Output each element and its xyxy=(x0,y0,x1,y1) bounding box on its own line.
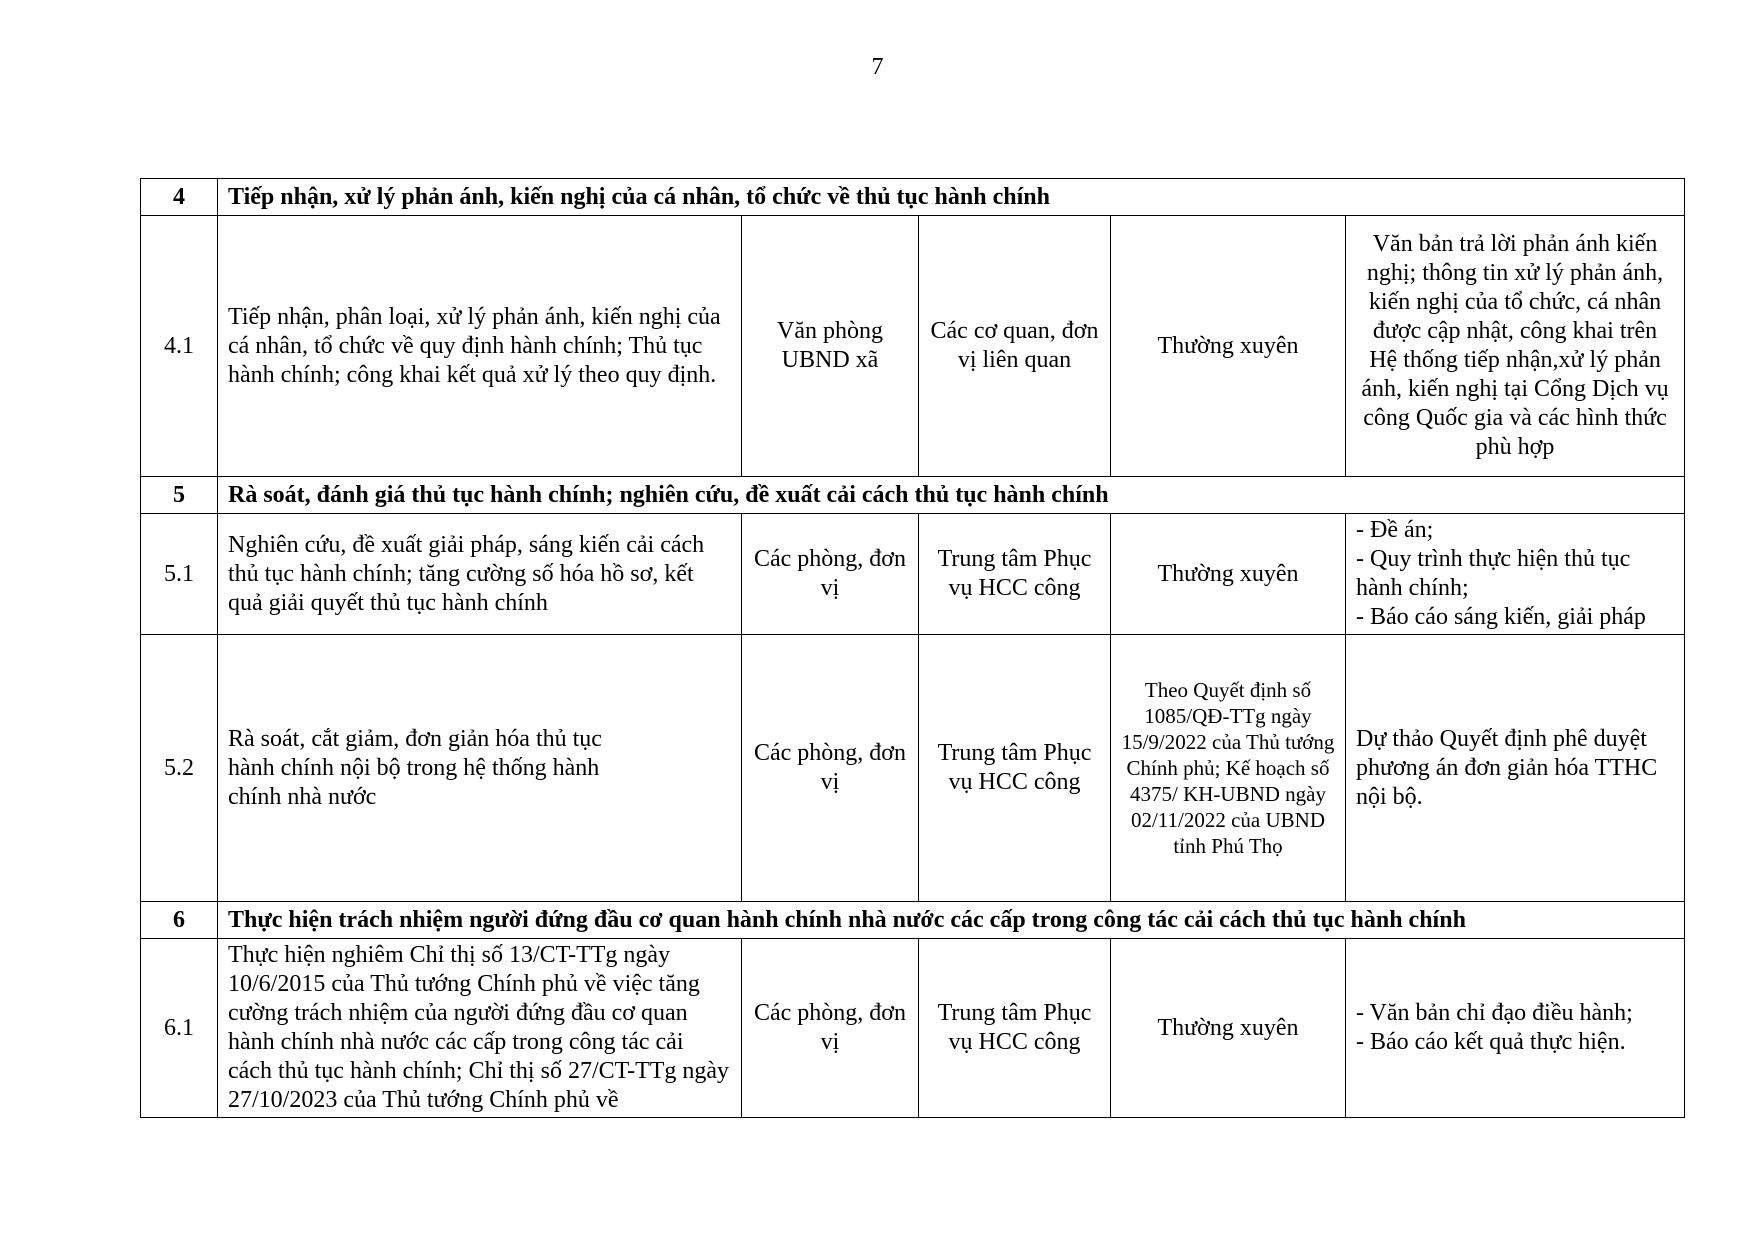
lead-unit-cell: Các phòng, đơn vị xyxy=(742,635,919,902)
product-line: - Văn bản chỉ đạo điều hành; xyxy=(1356,1000,1633,1026)
table-row xyxy=(141,939,1685,1118)
row-number: 5.2 xyxy=(141,635,218,902)
table-row xyxy=(141,216,1685,477)
table-row xyxy=(141,514,1685,635)
timeline-cell: Thường xuyên xyxy=(1111,514,1346,635)
table-row xyxy=(141,635,1685,902)
lead-unit-cell: Các phòng, đơn vị xyxy=(742,939,919,1118)
section-title: Rà soát, đánh giá thủ tục hành chính; nghiên cứu, đề xuất cải cách thủ tục hành chính xyxy=(218,477,1685,514)
task-cell xyxy=(218,635,742,902)
coordinating-unit-cell: Trung tâm Phục vụ HCC công xyxy=(919,939,1111,1118)
coordinating-unit-cell: Trung tâm Phục vụ HCC công xyxy=(919,514,1111,635)
section-number: 4 xyxy=(141,179,218,216)
plan-table xyxy=(140,178,1685,1118)
row-number: 6.1 xyxy=(141,939,218,1118)
product-line: - Quy trình thực hiện thủ tục hành chính; xyxy=(1356,546,1631,601)
product-cell xyxy=(1346,939,1685,1118)
product-line: - Báo cáo sáng kiến, giải pháp xyxy=(1356,604,1646,630)
product-cell xyxy=(1346,514,1685,635)
section-number: 6 xyxy=(141,902,218,939)
timeline-cell: Theo Quyết định số 1085/QĐ-TTg ngày 15/9/2022 của Thủ tướng Chính phủ; Kế hoạch số 4375/ KH-UBND ngày 02/11/2022 của UBND tỉnh Phú Thọ xyxy=(1111,635,1346,902)
timeline-cell: Thường xuyên xyxy=(1111,216,1346,477)
page-number: 7 xyxy=(871,54,884,80)
timeline-cell: Thường xuyên xyxy=(1111,939,1346,1118)
section-row xyxy=(141,477,1685,514)
product-cell: Văn bản trả lời phản ánh kiến nghị; thông tin xử lý phản ánh, kiến nghị của tổ chức, cá nhân được cập nhật, công khai trên Hệ thống tiếp nhận,xử lý phản ánh, kiến nghị tại Cổng Dịch vụ công Quốc gia và các hình thức phù hợp xyxy=(1346,216,1685,477)
section-row xyxy=(141,902,1685,939)
coordinating-unit-cell: Các cơ quan, đơn vị liên quan xyxy=(919,216,1111,477)
product-cell: Dự thảo Quyết định phê duyệt phương án đơn giản hóa TTHC nội bộ. xyxy=(1346,635,1685,902)
lead-unit-cell: Văn phòng UBND xã xyxy=(742,216,919,477)
lead-unit-cell: Các phòng, đơn vị xyxy=(742,514,919,635)
task-cell: Tiếp nhận, phân loại, xử lý phản ánh, kiến nghị của cá nhân, tổ chức về quy định hành chính; Thủ tục hành chính; công khai kết quả xử lý theo quy định. xyxy=(218,216,742,477)
task-cell: Thực hiện nghiêm Chỉ thị số 13/CT-TTg ngày 10/6/2015 của Thủ tướng Chính phủ về việc tăng cường trách nhiệm của người đứng đầu cơ quan hành chính nhà nước các cấp trong công tác cải cách thủ tục hành chính; Chỉ thị số 27/CT-TTg ngày 27/10/2023 của Thủ tướng Chính phủ về xyxy=(218,939,742,1118)
task-cell: Nghiên cứu, đề xuất giải pháp, sáng kiến cải cách thủ tục hành chính; tăng cường số hóa hồ sơ, kết quả giải quyết thủ tục hành chính xyxy=(218,514,742,635)
section-title: Thực hiện trách nhiệm người đứng đầu cơ quan hành chính nhà nước các cấp trong công tác cải cách thủ tục hành chính xyxy=(218,902,1685,939)
product-line: - Báo cáo kết quả thực hiện. xyxy=(1356,1029,1626,1055)
section-row xyxy=(141,179,1685,216)
product-line: - Đề án; xyxy=(1356,517,1434,543)
coordinating-unit-cell: Trung tâm Phục vụ HCC công xyxy=(919,635,1111,902)
section-number: 5 xyxy=(141,477,218,514)
section-title: Tiếp nhận, xử lý phản ánh, kiến nghị của cá nhân, tổ chức về thủ tục hành chính xyxy=(218,179,1685,216)
task-line: hành chính nội bộ trong hệ thống hành xyxy=(228,754,600,781)
row-number: 4.1 xyxy=(141,216,218,477)
task-line: Rà soát, cắt giảm, đơn giản hóa thủ tục xyxy=(228,725,602,752)
row-number: 5.1 xyxy=(141,514,218,635)
task-line: chính nhà nước xyxy=(228,783,377,810)
